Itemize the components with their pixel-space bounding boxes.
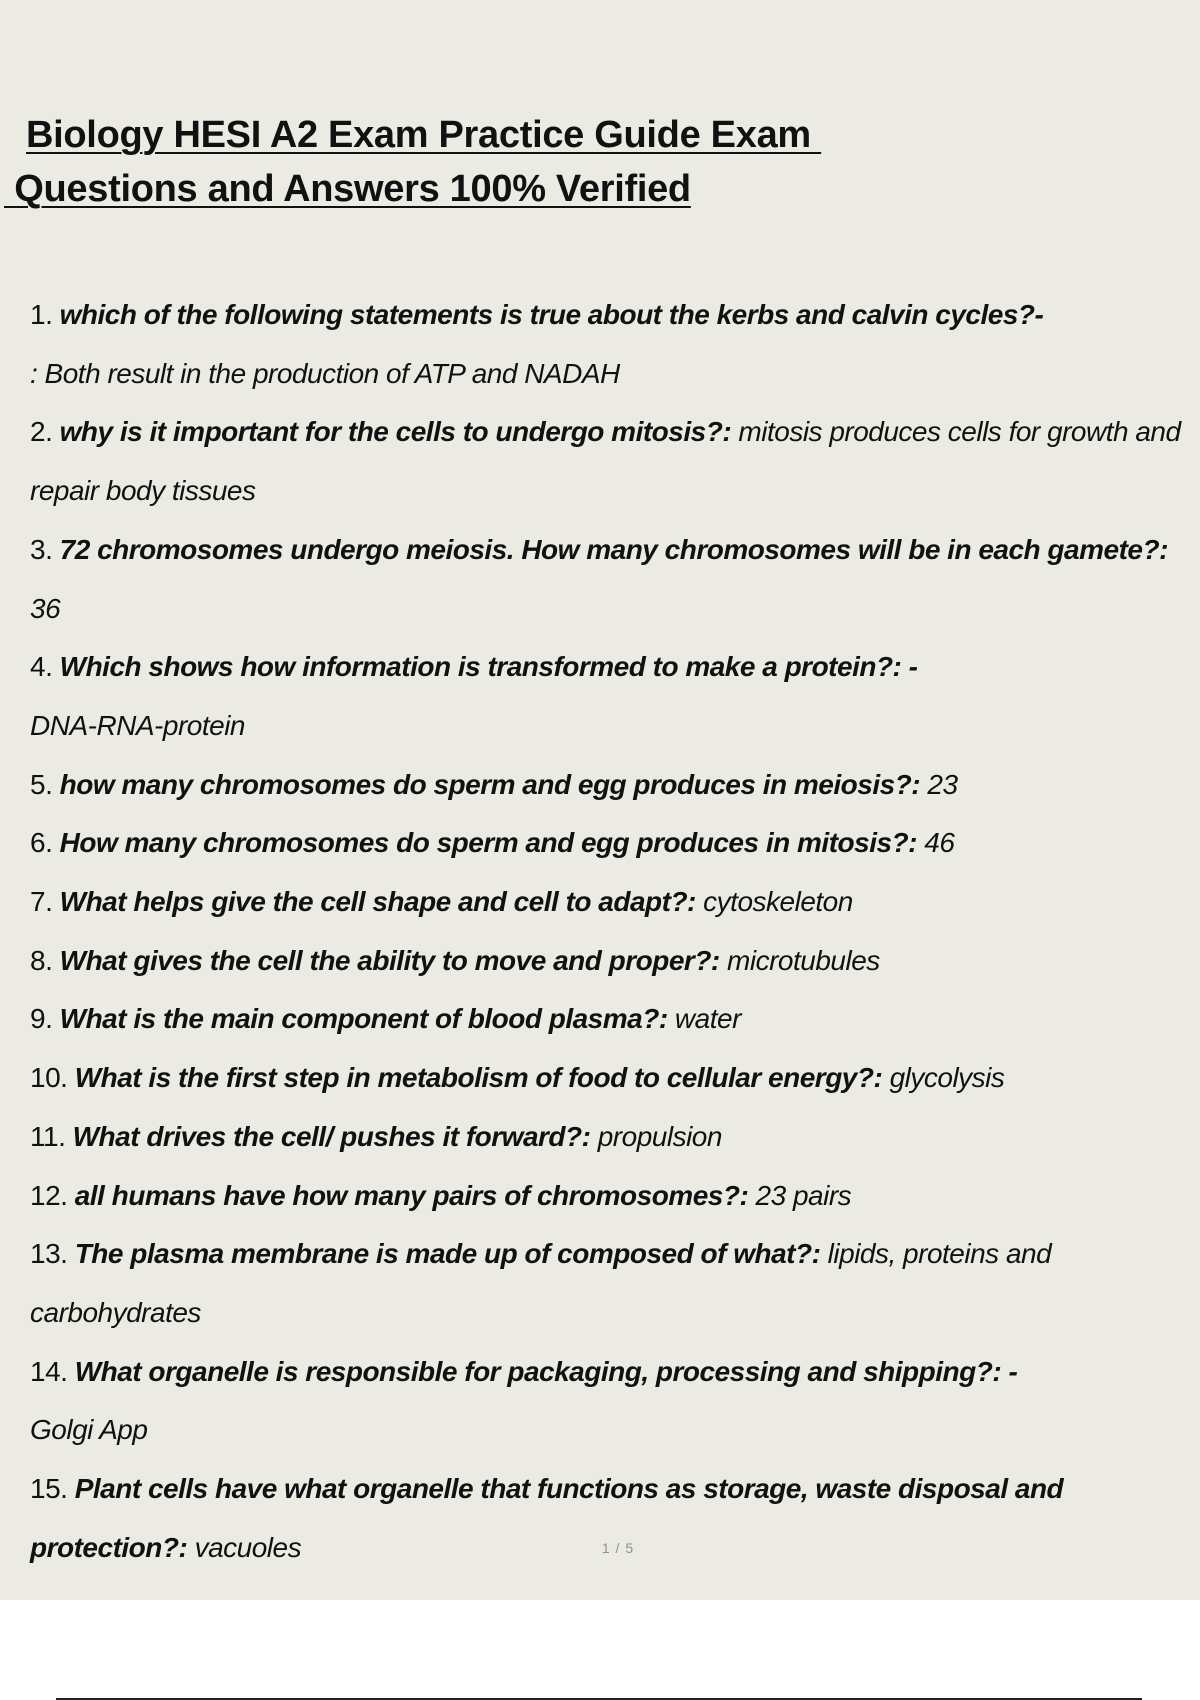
question-item <box>30 932 1200 991</box>
question-text: What is the first step in metabolism of food to cellular energy?: <box>74 1062 883 1094</box>
question-text: how many chromosomes do sperm and egg produces in meiosis?: <box>59 768 921 800</box>
question-text: What helps give the cell shape and cell to adapt?: <box>59 886 696 918</box>
question-item <box>30 1343 1200 1460</box>
answer-text: 46 <box>916 827 955 859</box>
question-text: What is the main component of blood plasma?: <box>59 1003 668 1035</box>
question-item <box>30 756 1200 815</box>
question-number: 8. <box>30 944 60 976</box>
question-number: 4. <box>30 651 60 683</box>
question-text: What organelle is responsible for packaging, processing and shipping?: - <box>74 1355 1018 1387</box>
question-item <box>30 1167 1200 1226</box>
question-number: 5. <box>30 768 60 800</box>
question-number: 12. <box>30 1179 75 1211</box>
answer-text: mitosis produces cells for growth and repair body tissues <box>30 416 1181 507</box>
question-text: all humans have how many pairs of chromosomes?: <box>74 1179 749 1211</box>
question-number: 2. <box>30 416 60 448</box>
question-number: 13. <box>30 1238 75 1270</box>
question-number: 14. <box>30 1355 75 1387</box>
question-text: Which shows how information is transformed to make a protein?: - <box>59 651 918 683</box>
question-list <box>30 286 1200 1577</box>
answer-text: Golgi App <box>30 1414 148 1446</box>
answer-text: 23 <box>920 768 958 800</box>
answer-text: : Both result in the production of ATP and NADAH <box>30 357 620 389</box>
answer-text: microtubules <box>719 944 880 976</box>
question-number: 11. <box>30 1120 73 1152</box>
question-number: 7. <box>30 886 60 918</box>
question-text: Plant cells have what organelle that functions as storage, waste disposal and protection?: <box>30 1473 1064 1563</box>
question-item <box>30 873 1200 932</box>
question-text: The plasma membrane is made up of composed of what?: <box>74 1238 821 1270</box>
answer-text: glycolysis <box>882 1062 1005 1094</box>
answer-text: water <box>667 1003 741 1035</box>
question-item <box>30 1049 1200 1108</box>
question-item <box>30 1225 1200 1342</box>
question-text: What gives the cell the ability to move and proper?: <box>59 944 720 976</box>
question-text: why is it important for the cells to undergo mitosis?: <box>59 416 732 448</box>
answer-text: propulsion <box>590 1120 722 1152</box>
answer-text: vacuoles <box>187 1531 302 1563</box>
question-item <box>30 403 1200 520</box>
document-title <box>0 108 821 216</box>
question-item <box>30 286 1200 403</box>
question-item <box>30 990 1200 1049</box>
question-number: 10. <box>30 1062 75 1094</box>
question-number: 15. <box>30 1473 75 1505</box>
question-text: How many chromosomes do sperm and egg produces in mitosis?: <box>59 827 917 859</box>
answer-text: lipids, proteins and carbohydrates <box>30 1238 1052 1328</box>
answer-text: 23 pairs <box>748 1179 852 1211</box>
question-item <box>30 1108 1200 1167</box>
question-item <box>30 521 1200 638</box>
question-item <box>30 814 1200 873</box>
page-indicator: 1 / 5 <box>601 1540 635 1556</box>
question-number: 1. <box>30 299 60 330</box>
question-text: which of the following statements is true about the kerbs and calvin cycles?- <box>59 299 1044 330</box>
question-item <box>30 1460 1200 1577</box>
question-text: 72 chromosomes undergo meiosis. How many chromosomes will be in each gamete?: <box>59 533 1168 565</box>
question-number: 9. <box>30 1003 60 1035</box>
answer-text: DNA-RNA-protein <box>30 709 245 741</box>
question-text: What drives the cell/ pushes it forward?: <box>72 1120 591 1152</box>
answer-text: 36 <box>30 592 61 624</box>
question-number: 6. <box>30 827 60 859</box>
title-line-2: Questions and Answers 100% Verified <box>4 168 691 210</box>
title-line-1: Biology HESI A2 Exam Practice Guide Exam <box>26 114 822 156</box>
question-number: 3. <box>30 533 60 565</box>
answer-text: cytoskeleton <box>695 886 853 918</box>
question-item <box>30 638 1200 755</box>
